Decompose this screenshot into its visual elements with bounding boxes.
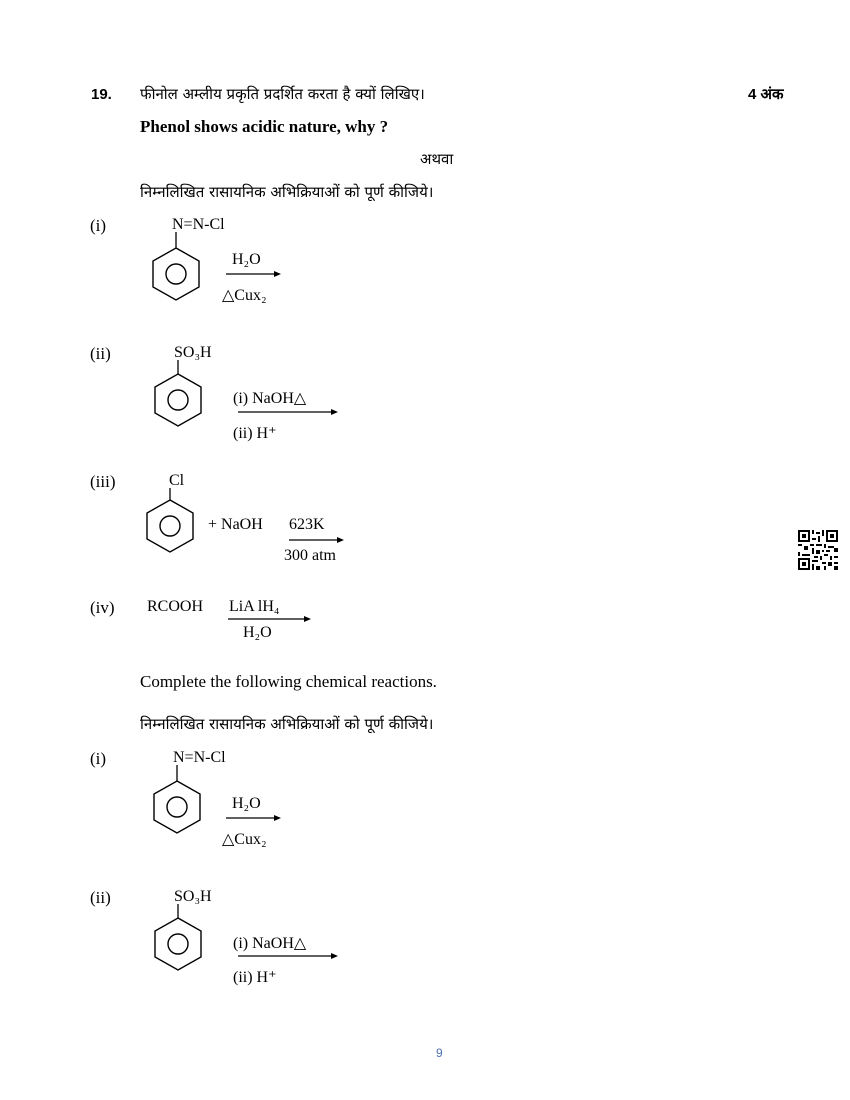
- arrow-reagent-above: H₂O: [232, 795, 261, 812]
- arrow-reagent-above: LiA lH₄: [229, 598, 280, 615]
- reaction-label: (ii): [90, 344, 111, 363]
- substituent-label: Cl: [169, 472, 185, 489]
- benzene-ring-icon: [146, 488, 202, 554]
- or-label: अथवा: [420, 150, 454, 168]
- reaction-label: (i): [90, 749, 107, 768]
- arrow-reagent-above: (i) NaOH△: [233, 390, 307, 407]
- question-hindi-text: फीनोल अम्लीय प्रकृति प्रदर्शित करता है क्यों लिखिए।: [140, 85, 425, 103]
- reaction-arrow-icon: [289, 536, 345, 544]
- benzene-ring-icon: [152, 904, 208, 974]
- benzene-ring-icon: [151, 765, 207, 837]
- reaction-arrow-icon: [226, 814, 282, 822]
- page-number: 9: [436, 1046, 443, 1060]
- complete-instruction-hindi: निम्नलिखित रासायनिक अभिक्रियाओं को पूर्ण कीजिये।: [140, 183, 434, 201]
- arrow-condition-below: (ii) H⁺: [233, 425, 277, 442]
- arrow-condition-below: H₂O: [243, 624, 272, 641]
- reaction-label: (i): [90, 216, 107, 235]
- arrow-condition-below: △Cux₂: [222, 287, 267, 304]
- reaction-arrow-icon: [226, 270, 282, 278]
- question-number: 19.: [91, 86, 112, 103]
- substituent-label: SO₃H: [174, 888, 212, 905]
- complete-instruction-hindi: निम्नलिखित रासायनिक अभिक्रियाओं को पूर्ण कीजिये।: [140, 715, 434, 733]
- benzene-ring-icon: [150, 232, 206, 302]
- reaction-arrow-icon: [238, 408, 340, 416]
- substituent-label: N=N-Cl: [172, 216, 225, 233]
- marks-label: 4 अंक: [748, 86, 784, 103]
- complete-instruction-english: Complete the following chemical reactions.: [140, 672, 437, 691]
- reaction-label: (ii): [90, 888, 111, 907]
- question-english-text: Phenol shows acidic nature, why ?: [140, 117, 389, 136]
- arrow-condition-below: (ii) H⁺: [233, 969, 277, 986]
- reaction-arrow-icon: [238, 952, 340, 960]
- arrow-reagent-above: H₂O: [232, 251, 261, 268]
- reactant-label: RCOOH: [147, 598, 204, 615]
- reaction-arrow-icon: [228, 615, 314, 623]
- reaction-label: (iv): [90, 598, 115, 617]
- substituent-label: SO₃H: [174, 344, 212, 361]
- reaction-label: (iii): [90, 472, 116, 491]
- benzene-ring-icon: [152, 360, 208, 430]
- arrow-reagent-above: (i) NaOH△: [233, 935, 307, 952]
- qr-code-icon: [798, 530, 838, 570]
- arrow-condition-below: 300 atm: [284, 547, 336, 564]
- arrow-reagent-above: 623K: [289, 516, 325, 533]
- reagent-label: + NaOH: [208, 516, 263, 533]
- substituent-label: N=N-Cl: [173, 749, 226, 766]
- arrow-condition-below: △Cux₂: [222, 831, 267, 848]
